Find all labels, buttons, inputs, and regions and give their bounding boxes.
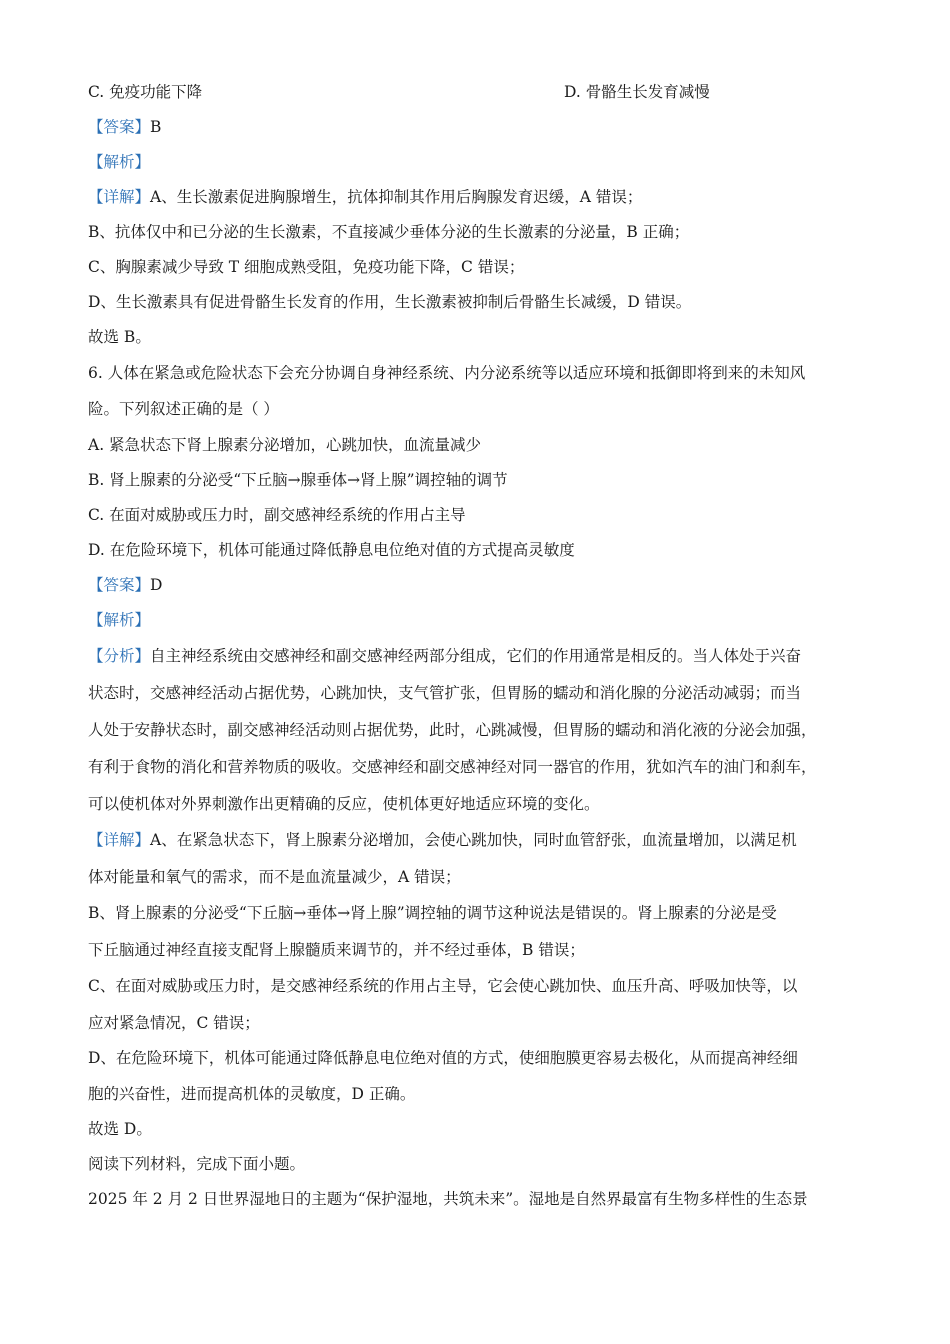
fenxi-text: 自主神经系统由交感神经和副交感神经两部分组成，它们的作用通常是相反的。当人体处于兴奋 [150,647,802,665]
q5-analysis-heading [88,151,150,173]
answer-tag: 【答案】 [88,576,151,594]
q6-detail-line: D、在危险环境下，机体可能通过降低静息电位绝对值的方式，使细胞膜更容易去极化，从而提高神经细 [88,1049,798,1067]
answer-tag: 【答案】 [88,118,151,136]
q6-option-d: D. 在危险环境下，机体可能通过降低静息电位绝对值的方式提高灵敏度 [88,541,575,559]
q5-option-d: D. 骨骼生长发育减慢 [564,83,710,101]
analysis-tag: 【解析】 [88,153,151,171]
q6-option-a: A. 紧急状态下肾上腺素分泌增加，心跳加快，血流量减少 [88,436,482,454]
q6-fenxi-line: 有利于食物的消化和营养物质的吸收。交感神经和副交感神经对同一器官的作用，犹如汽车的油门和刹车， [88,758,817,776]
q6-fenxi-line: 人处于安静状态时，副交感神经活动则占据优势，此时，心跳减慢，但胃肠的蠕动和消化液的分泌会加强， [88,721,817,739]
analysis-tag: 【解析】 [88,611,151,629]
q5-detail-line [88,186,642,208]
q6-conclusion: 故选 D。 [88,1120,152,1138]
q5-options-row [88,81,710,103]
q6-detail-line [88,829,797,851]
q6-answer [88,574,162,596]
q6-detail-line: 体对能量和氧气的需求，而不是血流量减少，A 错误； [88,868,461,886]
q6-option-c: C. 在面对威胁或压力时，副交感神经系统的作用占主导 [88,506,466,524]
q6-fenxi-line: 可以使机体对外界刺激作出更精确的反应，使机体更好地适应环境的变化。 [88,795,600,813]
q6-detail-line: 应对紧急情况，C 错误； [88,1014,260,1032]
q6-fenxi-line [88,645,801,667]
answer-value: B [150,118,162,136]
q6-detail-line: 胞的兴奋性，进而提高机体的灵敏度，D 正确。 [88,1085,416,1103]
q5-detail-line: D、生长激素具有促进骨骼生长发育的作用，生长激素被抑制后骨骼生长减缓，D 错误。 [88,293,692,311]
detail-text: A、生长激素促进胸腺增生，抗体抑制其作用后胸腺发育迟缓，A 错误； [150,188,643,206]
q6-analysis-heading [88,609,150,631]
detail-text: A、在紧急状态下，肾上腺素分泌增加，会使心跳加快，同时血管舒张，血流量增加，以满足机 [150,831,797,849]
q5-detail-line: B、抗体仅中和已分泌的生长激素，不直接减少垂体分泌的生长激素的分泌量，B 正确； [88,223,690,241]
q6-option-b: B. 肾上腺素的分泌受“下丘脑→腺垂体→肾上腺”调控轴的调节 [88,471,508,489]
q5-option-c: C. 免疫功能下降 [88,83,203,101]
q6-stem-line: 6. 人体在紧急或危险状态下会充分协调自身神经系统、内分泌系统等以适应环境和抵御即将到来的未知风 [88,364,806,382]
material-intro: 阅读下列材料，完成下面小题。 [88,1155,306,1173]
detail-tag: 【详解】 [88,831,151,849]
fenxi-tag: 【分析】 [88,647,151,665]
q6-detail-line: 下丘脑通过神经直接支配肾上腺髓质来调节的，并不经过垂体，B 错误； [88,941,585,959]
q5-conclusion: 故选 B。 [88,328,151,346]
q6-stem-line: 险。下列叙述正确的是（ ） [88,400,279,418]
q6-fenxi-line: 状态时，交感神经活动占据优势，心跳加快，支气管扩张，但胃肠的蠕动和消化腺的分泌活动减弱；而当 [88,684,802,702]
q6-detail-line: B、肾上腺素的分泌受“下丘脑→垂体→肾上腺”调控轴的调节这种说法是错误的。肾上腺素的分泌是受 [88,904,777,922]
answer-value: D [150,576,163,594]
q5-answer [88,116,161,138]
detail-tag: 【详解】 [88,188,151,206]
q5-detail-line: C、胸腺素减少导致 T 细胞成熟受阻，免疫功能下降，C 错误； [88,258,525,276]
material-text: 2025 年 2 月 2 日世界湿地日的主题为“保护湿地，共筑未来”。湿地是自然界最富有生物多样性的生态景 [88,1190,808,1208]
q6-detail-line: C、在面对威胁或压力时，是交感神经系统的作用占主导，它会使心跳加快、血压升高、呼吸加快等，以 [88,977,798,995]
